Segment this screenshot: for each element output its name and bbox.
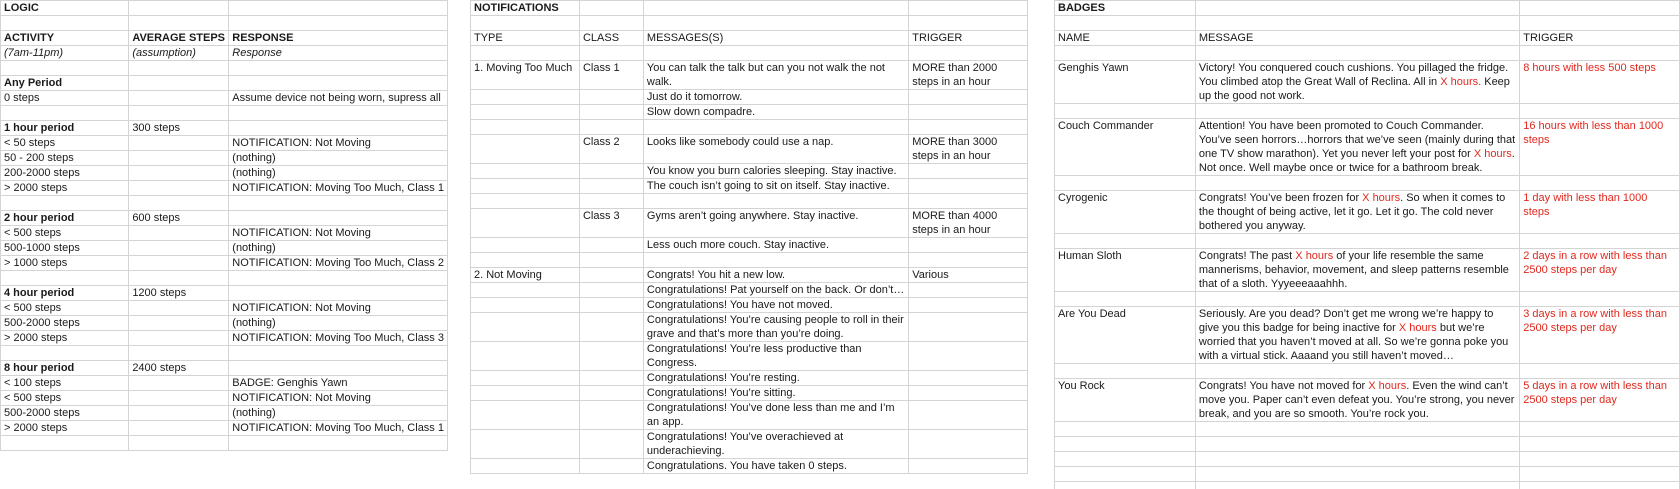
notification-message-cell[interactable]: Just do it tomorrow. <box>643 90 908 105</box>
notification-type-cell[interactable]: 1. Moving Too Much <box>471 61 580 90</box>
col-header-message[interactable]: MESSAGE <box>1195 31 1519 46</box>
activity-cell[interactable]: 500-2000 steps <box>1 406 129 421</box>
badges-title-row <box>1055 1 1680 16</box>
period-label[interactable]: 1 hour period <box>1 121 129 136</box>
notification-message-cell[interactable]: Congratulations! You’re sitting. <box>643 386 908 401</box>
col-header-response[interactable]: RESPONSE <box>229 31 448 46</box>
notification-row <box>471 90 1028 105</box>
notification-message-cell[interactable]: Looks like somebody could use a nap. <box>643 135 908 164</box>
activity-cell[interactable]: < 500 steps <box>1 301 129 316</box>
badge-trigger-cell[interactable]: 8 hours with less 500 steps <box>1520 61 1680 104</box>
response-cell[interactable]: NOTIFICATION: Not Moving <box>229 136 448 151</box>
notification-row <box>471 268 1028 283</box>
response-cell[interactable]: NOTIFICATION: Moving Too Much, Class 1 <box>229 181 448 196</box>
logic-row <box>1 331 448 346</box>
subheader-assumption[interactable]: (assumption) <box>129 46 229 61</box>
logic-row <box>1 136 448 151</box>
activity-cell[interactable]: > 2000 steps <box>1 421 129 436</box>
notification-row <box>471 179 1028 194</box>
average-steps-cell[interactable]: 600 steps <box>129 211 229 226</box>
notification-message-cell[interactable]: You can talk the talk but can you not walk the not walk. <box>643 61 908 90</box>
period-header-row <box>1 286 448 301</box>
logic-sheet <box>0 0 448 489</box>
notification-row <box>471 135 1028 164</box>
logic-row <box>1 151 448 166</box>
badge-name-cell[interactable]: Are You Dead <box>1055 307 1196 364</box>
response-cell[interactable]: NOTIFICATION: Not Moving <box>229 301 448 316</box>
notification-message-cell[interactable]: Congratulations! You’re resting. <box>643 371 908 386</box>
activity-cell[interactable]: 500-1000 steps <box>1 241 129 256</box>
notification-message-cell[interactable]: You know you burn calories sleeping. Stay inactive. <box>643 164 908 179</box>
activity-cell[interactable]: < 500 steps <box>1 391 129 406</box>
notification-message-cell[interactable]: Congratulations! You’re causing people to roll in their grave and that’s more than you’re doing. <box>643 313 908 342</box>
message-text: but we’re worried that you haven’t moved at all. So we’re gonna poke you with a virtual stick. Aaaand you still haven’t moved… <box>1198 322 1509 362</box>
logic-table <box>0 0 448 451</box>
notifications-sheet <box>470 0 1028 489</box>
subheader-response[interactable]: Response <box>229 46 448 61</box>
logic-row <box>1 226 448 241</box>
activity-cell[interactable]: 500-2000 steps <box>1 316 129 331</box>
response-cell[interactable]: (nothing) <box>229 316 448 331</box>
badge-name-cell[interactable]: You Rock <box>1055 379 1196 422</box>
badge-message-cell[interactable] <box>1195 61 1519 104</box>
logic-row <box>1 256 448 271</box>
notification-trigger-cell[interactable]: MORE than 4000 steps in an hour <box>909 209 1028 238</box>
notification-row <box>471 238 1028 253</box>
notification-row <box>471 430 1028 459</box>
logic-row <box>1 91 448 106</box>
logic-row <box>1 241 448 256</box>
col-header-name[interactable]: NAME <box>1055 31 1196 46</box>
notification-row <box>471 371 1028 386</box>
badge-row <box>1055 307 1680 364</box>
message-text: Keep up the good not work. <box>1198 76 1510 102</box>
badge-trigger-cell[interactable]: 5 days in a row with less than 2500 steps per day <box>1520 379 1680 422</box>
badge-message-cell[interactable] <box>1195 119 1519 176</box>
subheader-time-range[interactable]: (7am-11pm) <box>1 46 129 61</box>
message-text: Attention! You have been promoted to Couch Commander. You’ve seen horrors…horrors that we’ve seen (mainly during that one TV show marathon). Yet you never left your post for <box>1198 120 1516 160</box>
badge-row <box>1055 119 1680 176</box>
badge-name-cell[interactable]: Couch Commander <box>1055 119 1196 176</box>
average-steps-cell[interactable]: 1200 steps <box>129 286 229 301</box>
notifications-title[interactable]: NOTIFICATIONS <box>471 1 580 16</box>
badges-sheet <box>1054 0 1680 489</box>
logic-row <box>1 181 448 196</box>
activity-cell[interactable]: < 50 steps <box>1 136 129 151</box>
notification-message-cell[interactable]: Congratulations! You’ve overachieved at underachieving. <box>643 430 908 459</box>
message-text: Victory! You conquered couch cushions. You pillaged the fridge. You climbed atop the Great Wall of Reclina. All in <box>1198 62 1509 88</box>
notification-message-cell[interactable]: Congratulations! You’ve done less than me and I’m an app. <box>643 401 908 430</box>
activity-cell[interactable]: > 2000 steps <box>1 181 129 196</box>
notification-trigger-cell[interactable]: MORE than 2000 steps in an hour <box>909 61 1028 90</box>
logic-header-row <box>1 31 448 46</box>
notifications-table <box>470 0 1028 474</box>
notification-row <box>471 105 1028 120</box>
average-steps-cell[interactable]: 2400 steps <box>129 361 229 376</box>
response-cell[interactable]: (nothing) <box>229 406 448 421</box>
message-text: Congrats! The past <box>1198 250 1296 262</box>
badges-title[interactable]: BADGES <box>1055 1 1196 16</box>
activity-cell[interactable]: 200-2000 steps <box>1 166 129 181</box>
col-header-class[interactable]: CLASS <box>579 31 643 46</box>
notification-type-cell[interactable]: 2. Not Moving <box>471 268 580 283</box>
average-steps-cell[interactable]: 300 steps <box>129 121 229 136</box>
logic-row <box>1 166 448 181</box>
logic-title[interactable]: LOGIC <box>1 1 129 16</box>
response-cell[interactable]: NOTIFICATION: Moving Too Much, Class 2 <box>229 256 448 271</box>
notification-row <box>471 164 1028 179</box>
col-header-trigger[interactable]: TRIGGER <box>909 31 1028 46</box>
notification-row <box>471 313 1028 342</box>
highlight-text: X hours <box>1295 250 1334 262</box>
period-label[interactable]: 8 hour period <box>1 361 129 376</box>
activity-cell[interactable]: < 500 steps <box>1 226 129 241</box>
message-text: of your life resemble the same mannerisms, behavior, movement, and sleep patterns resemble that of a sloth. Yyyeeeaaahhh. <box>1198 250 1509 290</box>
col-header-activity[interactable]: ACTIVITY <box>1 31 129 46</box>
activity-cell[interactable]: > 1000 steps <box>1 256 129 271</box>
badge-message-cell[interactable] <box>1195 379 1519 422</box>
notification-message-cell[interactable]: Slow down compadre. <box>643 105 908 120</box>
notification-trigger-cell[interactable]: MORE than 3000 steps in an hour <box>909 135 1028 164</box>
response-cell[interactable]: NOTIFICATION: Not Moving <box>229 226 448 241</box>
highlight-text: X hours. <box>1440 76 1482 88</box>
response-cell[interactable]: NOTIFICATION: Moving Too Much, Class 1 <box>229 421 448 436</box>
badge-message-cell[interactable] <box>1195 249 1519 292</box>
notification-message-cell[interactable]: Gyms aren’t going anywhere. Stay inactive. <box>643 209 908 238</box>
notification-class-cell[interactable]: Class 1 <box>579 61 643 90</box>
logic-title-row <box>1 1 448 16</box>
badge-trigger-cell[interactable]: 3 days in a row with less than 2500 steps per day <box>1520 307 1680 364</box>
notifications-title-row <box>471 1 1028 16</box>
response-cell[interactable]: NOTIFICATION: Not Moving <box>229 391 448 406</box>
badge-row <box>1055 379 1680 422</box>
badge-trigger-cell[interactable]: 1 day with less than 1000 steps <box>1520 191 1680 234</box>
notification-message-cell[interactable]: Less ouch more couch. Stay inactive. <box>643 238 908 253</box>
highlight-text: X hours <box>1362 192 1401 204</box>
logic-row <box>1 421 448 436</box>
message-text: . Even the wind can’t move you. Paper can’t even defeat you. You’re strong, you never break, and you are so smooth. You’re rock you. <box>1198 380 1515 420</box>
badge-row <box>1055 61 1680 104</box>
period-label[interactable]: 4 hour period <box>1 286 129 301</box>
highlight-text: X hours <box>1398 322 1437 334</box>
highlight-text: X hours <box>1368 380 1407 392</box>
logic-row <box>1 391 448 406</box>
logic-row <box>1 376 448 391</box>
notification-message-cell[interactable]: The couch isn’t going to sit on itself. Stay inactive. <box>643 179 908 194</box>
notification-message-cell[interactable]: Congratulations! You’re less productive than Congress. <box>643 342 908 371</box>
badge-row <box>1055 191 1680 234</box>
logic-row <box>1 301 448 316</box>
message-text: Seriously. Are you dead? Don’t get me wrong we’re happy to give you this badge for being inactive for <box>1198 308 1494 334</box>
response-cell[interactable]: NOTIFICATION: Moving Too Much, Class 3 <box>229 331 448 346</box>
logic-row <box>1 316 448 331</box>
badge-trigger-cell[interactable]: 2 days in a row with less than 2500 steps per day <box>1520 249 1680 292</box>
col-header-average-steps[interactable]: AVERAGE STEPS <box>129 31 229 46</box>
notification-row <box>471 61 1028 90</box>
logic-row <box>1 406 448 421</box>
period-label[interactable]: 2 hour period <box>1 211 129 226</box>
notification-message-cell[interactable]: Congrats! You hit a new low. <box>643 268 908 283</box>
steps-cell[interactable] <box>129 91 229 106</box>
message-text: Congrats! You have not moved for <box>1198 380 1369 392</box>
message-text: . So when it comes to the thought of being active, let it go. Let it go. The cold never bothered you anyway. <box>1198 192 1506 232</box>
period-header-row <box>1 361 448 376</box>
notification-message-cell[interactable]: Congratulations! You have not moved. <box>643 298 908 313</box>
response-cell[interactable]: Assume device not being worn, supress all <box>229 91 448 106</box>
badges-table <box>1054 0 1680 489</box>
notification-row <box>471 209 1028 238</box>
notification-row <box>471 283 1028 298</box>
response-cell[interactable]: (nothing) <box>229 241 448 256</box>
activity-cell[interactable]: > 2000 steps <box>1 331 129 346</box>
badge-name-cell[interactable]: Cyrogenic <box>1055 191 1196 234</box>
badge-message-cell[interactable] <box>1195 307 1519 364</box>
badge-row <box>1055 249 1680 292</box>
period-label[interactable]: Any Period <box>1 76 129 91</box>
notification-row <box>471 401 1028 430</box>
notification-class-cell[interactable]: Class 3 <box>579 209 643 238</box>
col-header-messages[interactable]: MESSAGES(S) <box>643 31 908 46</box>
notification-message-cell[interactable]: Congratulations. You have taken 0 steps. <box>643 459 908 474</box>
badge-trigger-cell[interactable]: 16 hours with less than 1000 steps <box>1520 119 1680 176</box>
response-cell[interactable]: BADGE: Genghis Yawn <box>229 376 448 391</box>
highlight-text: X hours <box>1473 148 1512 160</box>
response-cell[interactable]: (nothing) <box>229 151 448 166</box>
activity-cell[interactable]: 0 steps <box>1 91 129 106</box>
notification-row <box>471 459 1028 474</box>
logic-subheader-row <box>1 46 448 61</box>
activity-cell[interactable]: < 100 steps <box>1 376 129 391</box>
notification-row <box>471 298 1028 313</box>
notification-class-cell[interactable]: Class 2 <box>579 135 643 164</box>
notification-row <box>471 342 1028 371</box>
badge-name-cell[interactable]: Human Sloth <box>1055 249 1196 292</box>
any-period-row <box>1 76 448 91</box>
col-header-badge-trigger[interactable]: TRIGGER <box>1520 31 1680 46</box>
badge-name-cell[interactable]: Genghis Yawn <box>1055 61 1196 104</box>
notification-trigger-cell[interactable]: Various <box>909 268 1028 283</box>
col-header-type[interactable]: TYPE <box>471 31 580 46</box>
notification-row <box>471 386 1028 401</box>
notifications-header-row <box>471 31 1028 46</box>
badge-message-cell[interactable] <box>1195 191 1519 234</box>
period-header-row <box>1 211 448 226</box>
message-text: . Not once. Well maybe once or twice for a bathroom break. <box>1198 148 1515 174</box>
notification-message-cell[interactable]: Congratulations! Pat yourself on the back. Or don’t… <box>643 283 908 298</box>
activity-cell[interactable]: 50 - 200 steps <box>1 151 129 166</box>
period-header-row <box>1 121 448 136</box>
message-text: Congrats! You’ve been frozen for <box>1198 192 1363 204</box>
badges-header-row <box>1055 31 1680 46</box>
response-cell[interactable]: (nothing) <box>229 166 448 181</box>
